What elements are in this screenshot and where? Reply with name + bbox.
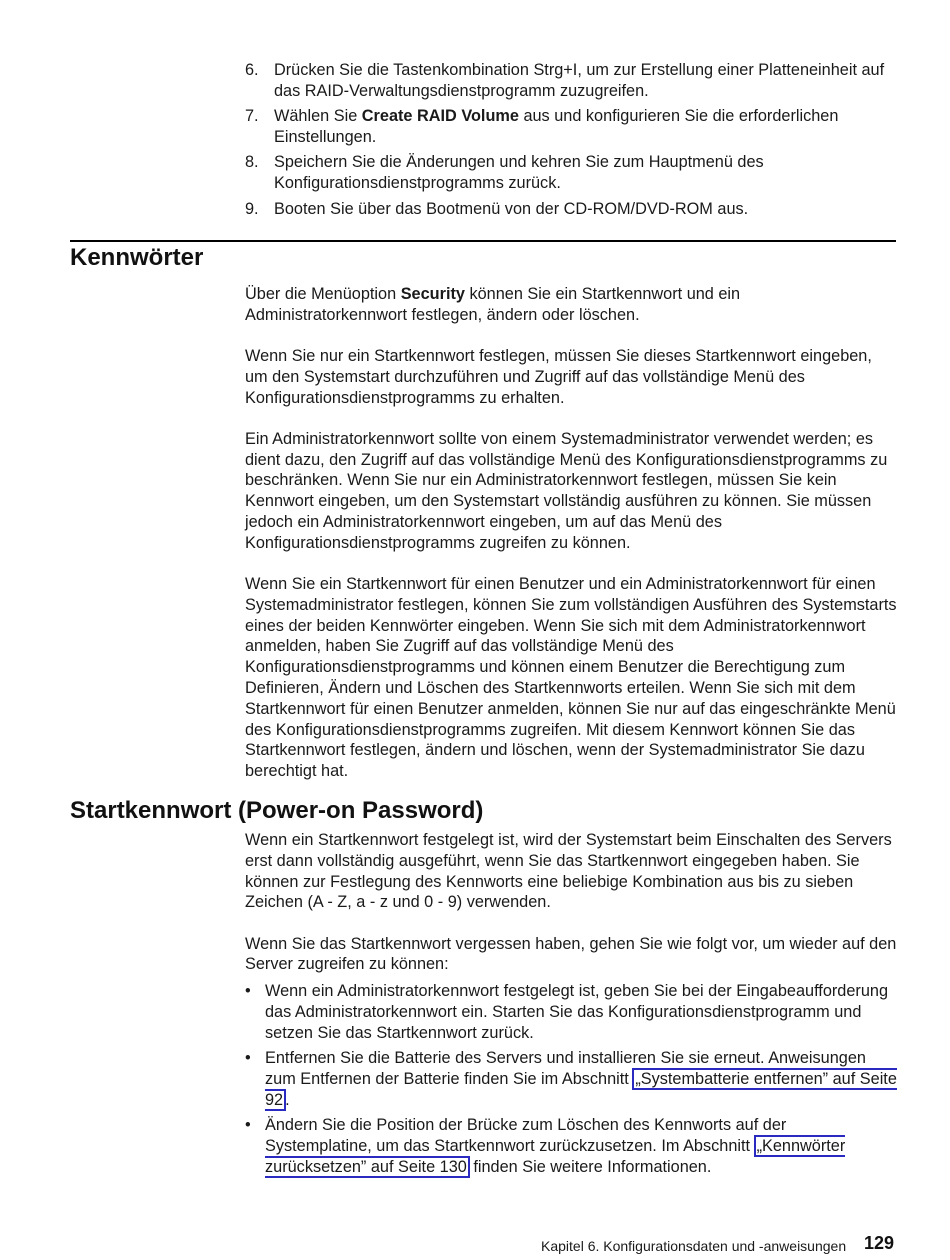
list-item — [245, 1048, 897, 1110]
step-number: 8. — [245, 153, 259, 172]
bullet-list — [245, 981, 897, 1177]
paragraph: Ein Administratorkennwort sollte von einem Systemadministrator verwendet werden; es dient dazu, den Zugriff auf das vollständige Menü des Konfigurationsdienstprogramms zu beschränken. Wenn Sie nur ein Administratorkennwort festlegen, müssen Sie kein Kennwort eingeben, um den Systemstart vollständig ausführen zu können. Sie müssen jedoch ein Administratorkennwort eingeben, um auf das Menü des Konfigurationsdienstprogramms zugreifen zu können. — [245, 429, 888, 552]
bullet-icon: • — [245, 1049, 251, 1068]
section-heading-kennwoerter: Kennwörter — [70, 244, 204, 271]
list-item-text: Entfernen Sie die Batterie des Servers und installieren Sie sie erneut. Anweisungen zum Entfernen der Batterie finden Sie im Abschnitt — [265, 1049, 866, 1088]
step-text: Speichern Sie die Änderungen und kehren Sie zum Hauptmenü des Konfigurationsdienstprogramms zurück. — [274, 153, 764, 193]
step-text: Drücken Sie die Tastenkombination Strg+I, um zur Erstellung einer Platteneinheit auf das RAID-Verwaltungsdienstprogramm zuzugreifen. — [274, 61, 885, 100]
numbered-steps — [245, 60, 897, 224]
link-kennwoerter-zuruecksetzen[interactable]: „Kennwörter zurücksetzen” auf Seite 130 — [265, 1136, 846, 1176]
bullet-icon: • — [245, 1116, 251, 1135]
step-text: Booten Sie über das Bootmenü von der CD-ROM/DVD-ROM aus. — [274, 199, 749, 218]
paragraph: Wenn Sie ein Startkennwort für einen Benutzer und ein Administratorkennwort für einen Systemadministrator festlegen, können Sie zum vollständigen Ausführen des Systemstarts eines der beiden Kennwörter eingeben. Wenn Sie sich mit dem Administratorkennwort anmelden, haben Sie Zugriff auf das vollständige Menü des Konfigurationsdienstprogramms und können einem Benutzer die Berechtigung zum Definieren, Ändern und Löschen des Startkennworts erteilen. Wenn Sie sich mit dem Startkennwort für einen Benutzer anmelden, können Sie nur auf das eingeschränkte Menü des Konfigurationsdienstprogramms zugreifen. Mit diesem Kennwort können Sie das Startkennwort festlegen, ändern und löschen, wenn der Systemadministrator Sie dazu berechtigt hat. — [245, 574, 897, 781]
paragraph — [245, 284, 897, 326]
paragraph: Wenn Sie das Startkennwort vergessen haben, gehen Sie wie folgt vor, um wieder auf den Server zugreifen zu können: — [245, 934, 897, 974]
list-item — [245, 981, 897, 1043]
step-number: 6. — [245, 61, 259, 79]
page-number: 129 — [864, 1233, 895, 1253]
step-text: aus und konfigurieren Sie die erforderlichen Einstellungen. — [274, 107, 839, 146]
step-6 — [245, 60, 897, 102]
section-body-kennwoerter — [245, 284, 897, 802]
section-body-startkennwort — [245, 830, 897, 1182]
step-7 — [245, 106, 897, 148]
step-number: 7. — [245, 107, 259, 126]
list-item-text: Ändern Sie die Position der Brücke zum Löschen des Kennworts auf der Systemplatine, um das Startkennwort zurückzusetzen. Im Abschnitt — [265, 1116, 787, 1155]
section-heading-startkennwort: Startkennwort (Power-on Password) — [70, 797, 484, 824]
menu-option-create-raid-volume: Create RAID Volume — [361, 107, 519, 126]
link-systembatterie-entfernen[interactable]: „Systembatterie entfernen” auf Seite 92 — [265, 1069, 897, 1109]
step-number: 9. — [245, 199, 259, 218]
bullet-icon: • — [245, 982, 251, 1001]
paragraph: Wenn ein Startkennwort festgelegt ist, wird der Systemstart beim Einschalten des Servers erst dann vollständig ausgeführt, wenn Sie das Startkennwort eingegeben haben. Sie können zur Festlegung des Kennworts eine beliebige Kombination aus bis zu sieben Zeichen (A - Z, a - z und 0 - 9) verwenden. — [245, 831, 892, 912]
list-item-text: . — [285, 1090, 290, 1109]
list-item — [245, 1115, 897, 1177]
step-8 — [245, 152, 897, 194]
list-item-text: finden Sie weitere Informationen. — [468, 1157, 712, 1176]
footer-chapter: Kapitel 6. Konfigurationsdaten und -anweisungen — [541, 1238, 847, 1254]
paragraph-text: können Sie ein Startkennwort und ein Administratorkennwort festlegen, ändern oder löschen. — [245, 285, 741, 324]
paragraph: Wenn Sie nur ein Startkennwort festlegen, müssen Sie dieses Startkennwort eingeben, um den Systemstart durchzuführen und Zugriff auf das vollständige Menü des Konfigurationsdienstprogramms zu erhalten. — [245, 346, 872, 407]
list-item-text: Wenn ein Administratorkennwort festgelegt ist, geben Sie bei der Eingabeaufforderung das Administratorkennwort ein. Starten Sie das Konfigurationsdienstprogramm und setzen Sie das Startkennwort zurück. — [265, 982, 889, 1042]
paragraph-text: Über die Menüoption — [245, 285, 401, 303]
step-text: Wählen Sie — [274, 107, 362, 126]
menu-option-security: Security — [400, 285, 465, 303]
step-9 — [245, 199, 897, 220]
section-divider — [70, 240, 896, 242]
